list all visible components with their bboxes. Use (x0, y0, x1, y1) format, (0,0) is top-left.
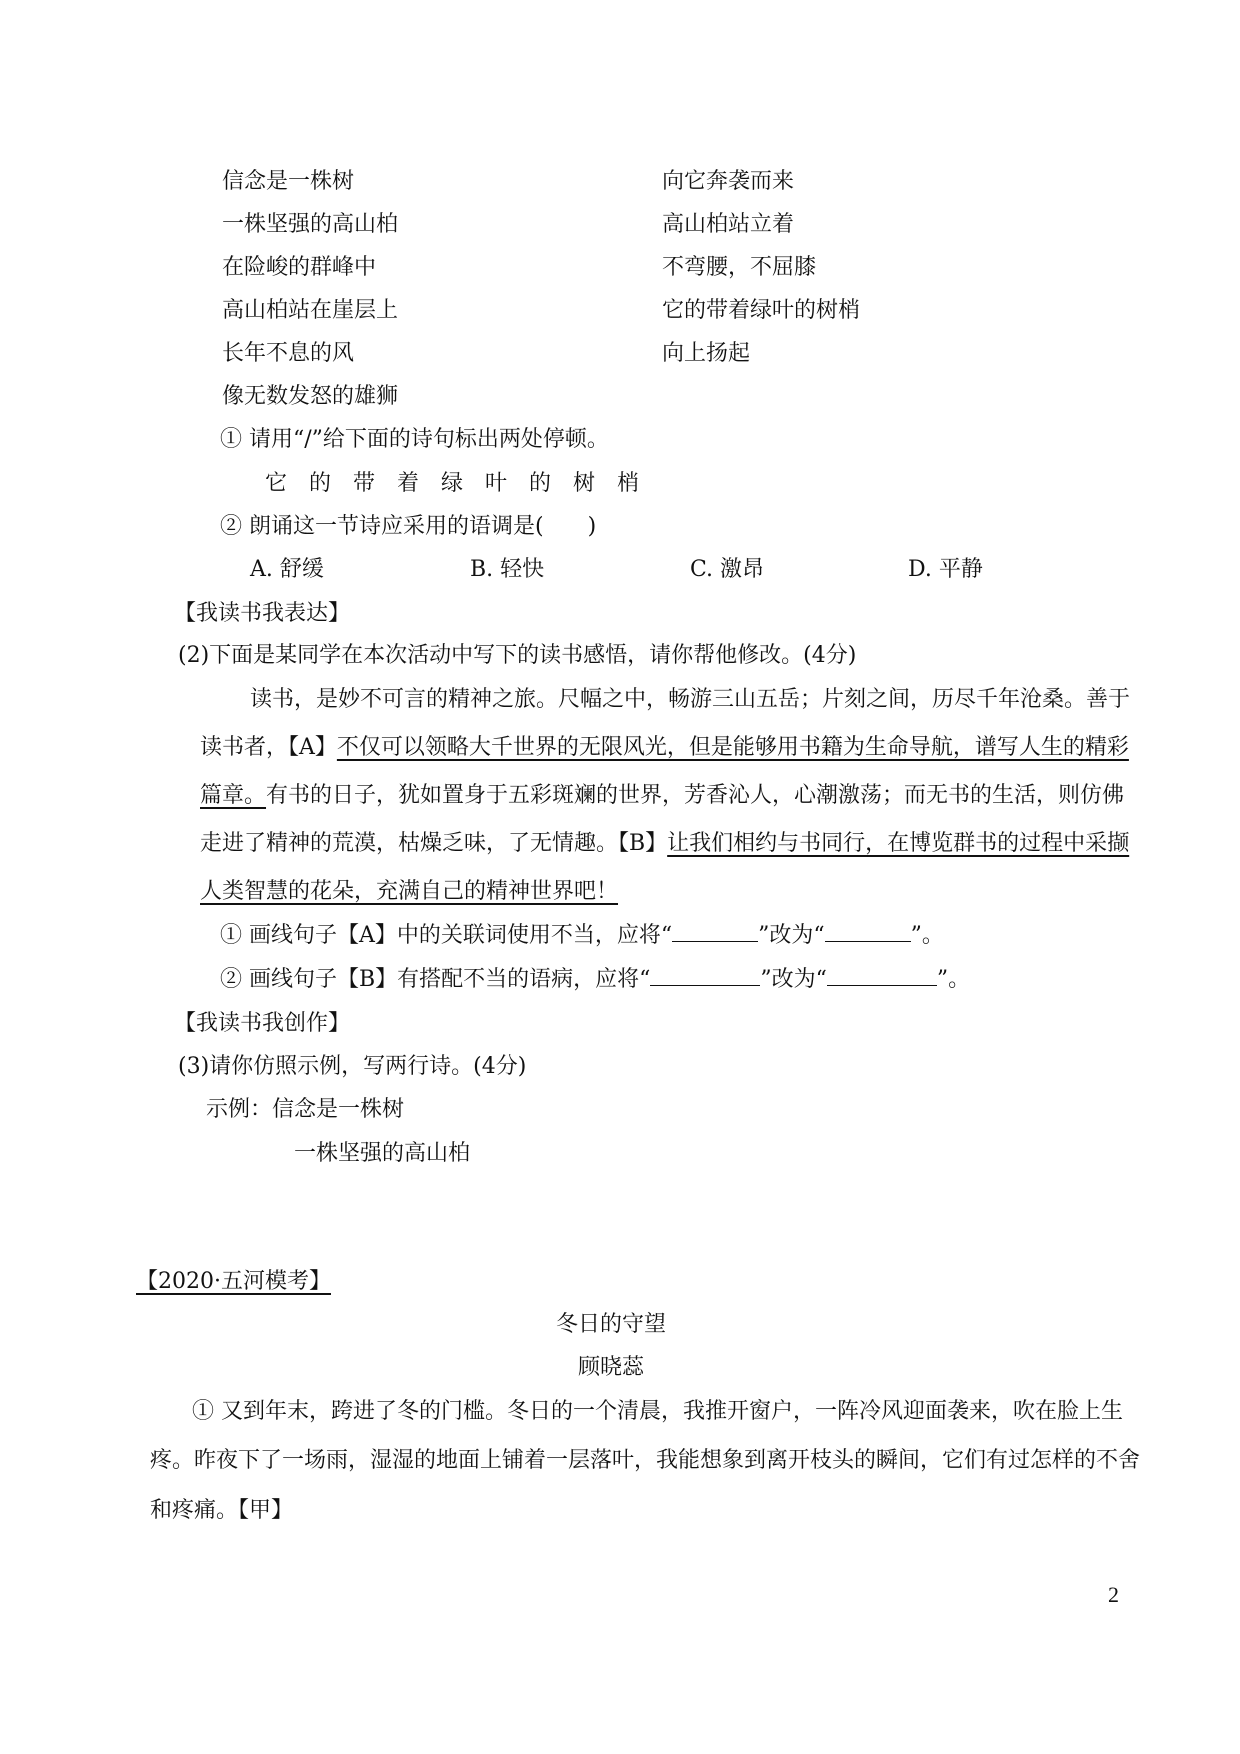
underlined-sentence-a-end: 篇章。 (200, 783, 267, 808)
sub-question-text: ”。 (936, 967, 971, 992)
option-a: A. 舒缓 (250, 557, 324, 582)
paragraph-line-1: 读书，是妙不可言的精神之旅。尺幅之中，畅游三山五岳；片刻之间，历尽千年沧桑。善于 (250, 687, 1131, 712)
poem-left-line-6: 像无数发怒的雄狮 (222, 384, 399, 409)
source-tag: 【2020·五河模考】 (136, 1269, 331, 1294)
q1-sentence (254, 466, 650, 497)
sub-question-text: ”。 (910, 923, 944, 948)
poem-right-line-1: 向它奔袭而来 (662, 169, 795, 194)
poem-left-line-4: 高山柏站在崖层上 (222, 298, 399, 323)
poem-left-line-5: 长年不息的风 (222, 341, 355, 366)
poem-left-line-3: 在险峻的群峰中 (222, 255, 377, 280)
char: 的 (528, 471, 551, 496)
article-paragraph-line-3: 和疼痛。【甲】 (150, 1498, 294, 1523)
paragraph-line-4 (200, 826, 1129, 857)
q1-prompt: ① 请用“/”给下面的诗句标出两处停顿。 (220, 427, 609, 452)
option-b: B. 轻快 (470, 557, 545, 582)
example-label: 示例：信念是一株树 (206, 1097, 405, 1122)
poem-right-line-3: 不弯腰，不屈膝 (662, 255, 817, 280)
sub-question-text: ”改为“ (760, 967, 827, 992)
paragraph-text: 有书的日子，犹如置身于五彩斑斓的世界，芳香沁人，心潮激荡；而无书的生活，则仿佛 (266, 783, 1125, 808)
page-number: 2 (1108, 1582, 1119, 1607)
answer-blank[interactable] (827, 967, 937, 986)
poem-right-line-4: 它的带着绿叶的树梢 (662, 298, 861, 323)
underlined-sentence-a: 不仅可以领略大千世界的无限风光，但是能够用书籍为生命导航，谱写人生的精彩 (336, 735, 1129, 760)
section-title-create: 【我读书我创作】 (174, 1011, 351, 1036)
poem-right-line-5: 向上扬起 (662, 341, 751, 366)
underlined-sentence-b-end: 人类智慧的花朵，充满自己的精神世界吧！ (200, 879, 619, 904)
paragraph-line-2 (200, 730, 1129, 761)
article-title: 冬日的守望 (556, 1312, 667, 1337)
answer-blank[interactable] (825, 923, 911, 942)
sub-question-text: ① 画线句子【A】中的关联词使用不当，应将“ (220, 923, 673, 948)
char: 着 (396, 471, 419, 496)
paragraph-text: 读书者，【A】 (200, 735, 337, 760)
section-title-express: 【我读书我表达】 (174, 601, 351, 626)
article-paragraph-line-1: ① 又到年末，跨进了冬的门槛。冬日的一个清晨，我推开窗户，一阵冷风迎面袭来，吹在脸上生 (192, 1399, 1123, 1424)
option-c: C. 激昂 (690, 557, 765, 582)
paragraph-line-5 (200, 874, 618, 905)
answer-blank[interactable] (650, 967, 760, 986)
question-3: (3)请你仿照示例，写两行诗。(4分) (178, 1054, 527, 1079)
question-2: (2)下面是某同学在本次活动中写下的读书感悟，请你帮他修改。(4分) (178, 643, 857, 668)
paragraph-text: 走进了精神的荒漠，枯燥乏味，了无情趣。【B】 (200, 831, 668, 856)
char: 树 (572, 471, 595, 496)
char: 梢 (616, 471, 639, 496)
underlined-sentence-b: 让我们相约与书同行，在博览群书的过程中采撷 (667, 831, 1130, 856)
sub-question-text: ② 画线句子【B】有搭配不当的语病，应将“ (220, 967, 651, 992)
answer-blank[interactable] (672, 923, 758, 942)
example-line-2: 一株坚强的高山柏 (294, 1141, 471, 1166)
char: 带 (352, 471, 375, 496)
char: 叶 (484, 471, 507, 496)
char: 的 (308, 471, 331, 496)
poem-left-line-2: 一株坚强的高山柏 (222, 212, 399, 237)
poem-right-line-2: 高山柏站立着 (662, 212, 795, 237)
sub-question-text: ”改为“ (758, 923, 825, 948)
q1-prompt-2: ② 朗诵这一节诗应采用的语调是( ) (220, 514, 597, 539)
char: 绿 (440, 471, 463, 496)
sub-question-2 (220, 962, 970, 993)
option-d: D. 平静 (908, 557, 983, 582)
poem-left-line-1: 信念是一株树 (222, 169, 355, 194)
article-author: 顾晓蕊 (578, 1355, 645, 1380)
sub-question-1 (220, 918, 944, 949)
char: 它 (264, 471, 287, 496)
article-paragraph-line-2: 疼。昨夜下了一场雨，湿湿的地面上铺着一层落叶，我能想象到离开枝头的瞬间，它们有过怎样的不舍 (150, 1448, 1141, 1473)
paragraph-line-3 (200, 778, 1124, 809)
